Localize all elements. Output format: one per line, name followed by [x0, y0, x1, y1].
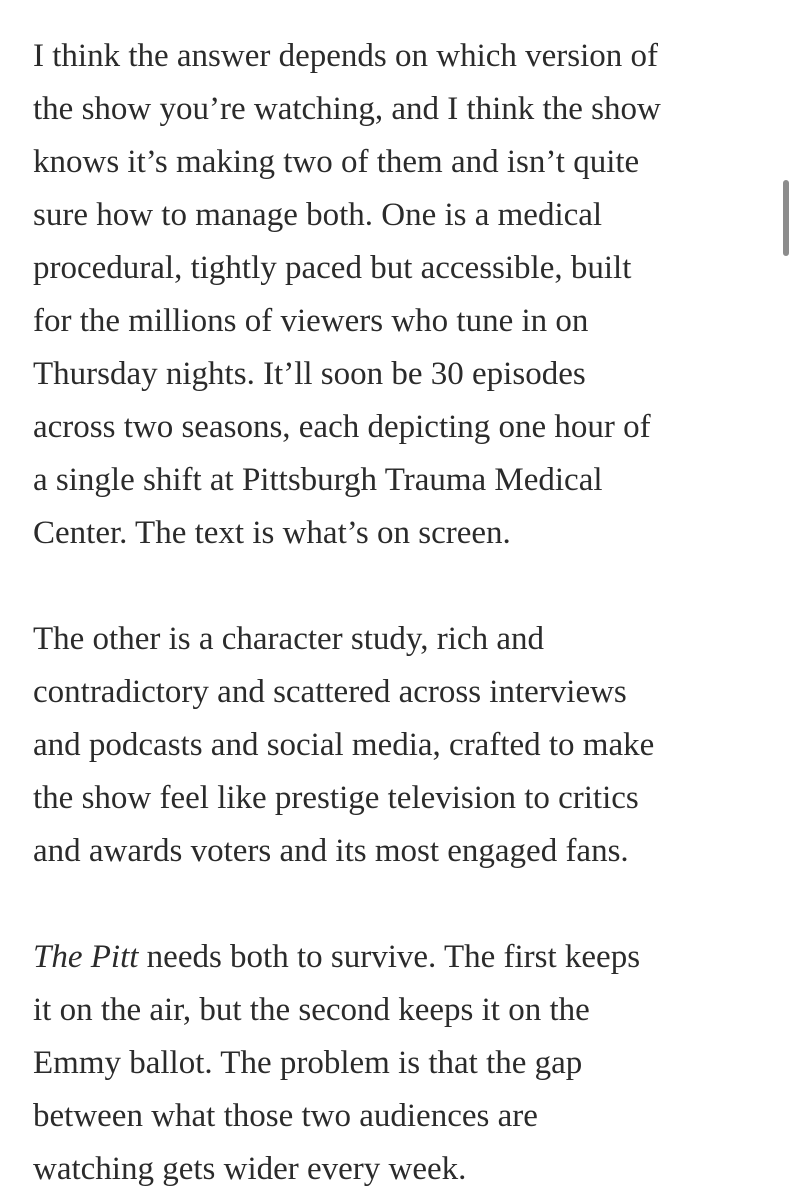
text-line: Center. The text is what’s on screen. [33, 515, 511, 551]
text-line: and awards voters and its most engaged fans. [33, 833, 629, 869]
text-line: it on the air, but the second keeps it on the [33, 992, 590, 1028]
text-line: across two seasons, each depicting one hour of [33, 409, 651, 445]
article-body [33, 30, 763, 1196]
scrollbar-thumb[interactable] [783, 180, 789, 256]
text-line: Thursday nights. It’ll soon be 30 episodes [33, 356, 586, 392]
text-line: for the millions of viewers who tune in on [33, 303, 589, 339]
text-line: procedural, tightly paced but accessible, built [33, 250, 632, 286]
text-line: sure how to manage both. One is a medical [33, 197, 603, 233]
paragraph-spacer [33, 878, 763, 931]
text-line [33, 931, 763, 984]
paragraph-2 [33, 613, 763, 878]
text-line: Emmy ballot. The problem is that the gap [33, 1045, 583, 1081]
text-line: and podcasts and social media, crafted to make [33, 727, 655, 763]
paragraph-3 [33, 931, 763, 1196]
text-line: a single shift at Pittsburgh Trauma Medical [33, 462, 603, 498]
text-line: The other is a character study, rich and [33, 621, 544, 657]
text-line: knows it’s making two of them and isn’t quite [33, 144, 640, 180]
text-fragment: needs both to survive. The first keeps [138, 939, 641, 975]
text-line: between what those two audiences are [33, 1098, 538, 1134]
text-line: the show you’re watching, and I think the show [33, 91, 661, 127]
show-title-italic: The Pitt [33, 939, 139, 975]
text-line: contradictory and scattered across interviews [33, 674, 627, 710]
text-line: the show feel like prestige television to critics [33, 780, 639, 816]
text-line: I think the answer depends on which version of [33, 38, 659, 74]
paragraph-1 [33, 30, 763, 560]
paragraph-spacer [33, 560, 763, 613]
text-line: watching gets wider every week. [33, 1151, 467, 1187]
